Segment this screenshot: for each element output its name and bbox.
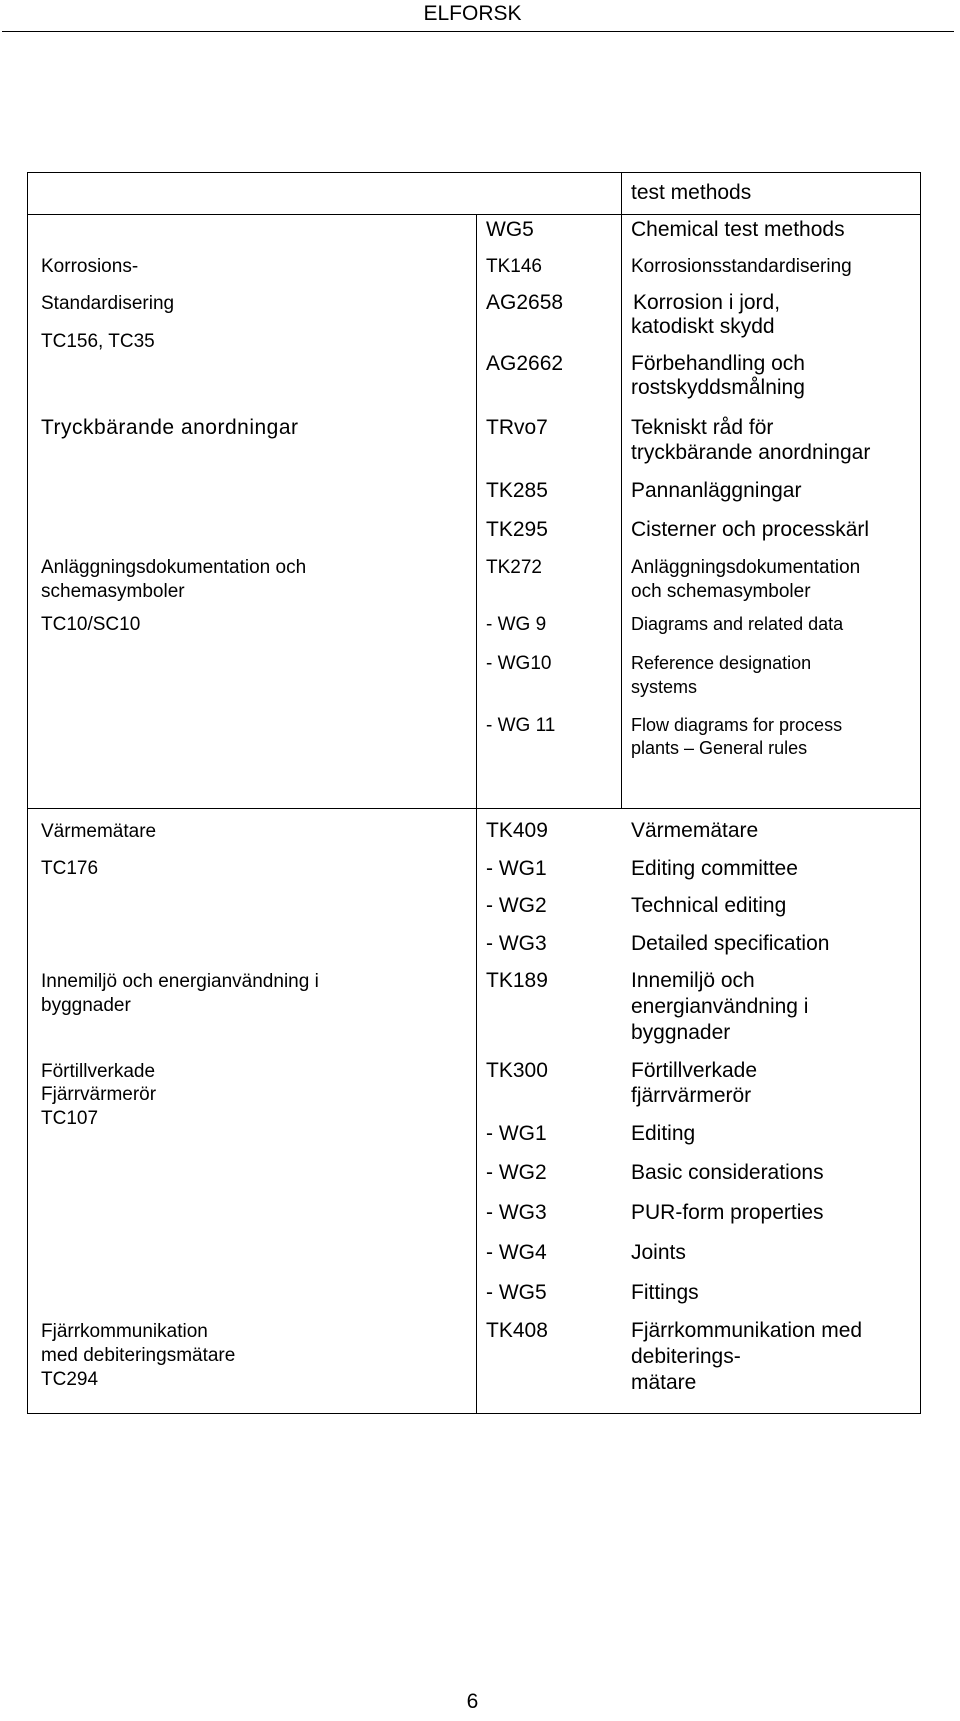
table-cell-description: Technical editing [631, 894, 787, 917]
table-cell-description: energianvändning i [631, 995, 809, 1018]
table-cell-description: plants – General rules [631, 738, 808, 758]
page-header [0, 0, 960, 32]
table-section-top [28, 173, 920, 214]
table-cell-code: - WG 9 [486, 614, 547, 635]
table-cell-code: - WG1 [486, 1122, 547, 1145]
table-cell-code: AG2658 [486, 291, 564, 314]
table-cell-description: byggnader [631, 1021, 731, 1044]
table-cell-area: Korrosions- [41, 256, 139, 277]
table-cell-description: och schemasymboler [631, 581, 811, 602]
table-cell-description: Pannanläggningar [631, 479, 802, 502]
table-cell-description: katodiskt skydd [631, 315, 775, 338]
table-cell-code: TK300 [486, 1059, 548, 1082]
table-cell-area: Fjärrkommunikation [41, 1321, 208, 1342]
table-cell-description: Förtillverkade [631, 1059, 758, 1082]
table-cell-description: debiterings- [631, 1345, 741, 1368]
table-cell-description: Fjärrkommunikation med [631, 1319, 863, 1342]
table-section-bottom [28, 808, 920, 1413]
table-cell-description: Joints [631, 1241, 686, 1264]
table-cell-description: Korrosion i jord, [633, 291, 781, 314]
column-divider [621, 215, 622, 808]
table-cell-description: Flow diagrams for process [631, 715, 843, 735]
table-cell-area: Innemiljö och energianvändning i [41, 971, 319, 992]
table-cell-area: TC10/SC10 [41, 614, 141, 635]
column-divider [476, 809, 477, 1413]
table-cell-description: Chemical test methods [631, 218, 845, 241]
table-cell-code: - WG10 [486, 653, 552, 674]
table-cell-code: - WG 11 [486, 715, 556, 736]
table-cell-area: Förtillverkade [41, 1061, 156, 1082]
table-cell-code: TK146 [486, 256, 542, 277]
table-cell-code: - WG1 [486, 857, 547, 880]
table-cell-description: Diagrams and related data [631, 614, 844, 634]
table-cell-description: Anläggningsdokumentation [631, 557, 861, 578]
table-cell-description: PUR-form properties [631, 1201, 824, 1224]
table-cell-description: Editing committee [631, 857, 798, 880]
page-number: 6 [466, 1690, 479, 1713]
table-cell-code: TK408 [486, 1319, 548, 1342]
table-cell-code: - WG4 [486, 1241, 547, 1264]
table-cell-area: TC294 [41, 1369, 99, 1390]
table-cell-description: systems [631, 677, 698, 697]
header-divider [2, 31, 954, 32]
table-section-main [28, 214, 920, 808]
table-cell-description: Cisterner och processkärl [631, 518, 870, 541]
table-cell-description: Korrosionsstandardisering [631, 256, 852, 277]
table-cell-description: Editing [631, 1122, 696, 1145]
table-cell-description: Basic considerations [631, 1161, 824, 1184]
table-cell-area: Fjärrvärmerör [41, 1084, 157, 1105]
table-cell-description: Reference designation [631, 653, 812, 673]
table-cell-code: - WG3 [486, 932, 547, 955]
table-cell-description: Fittings [631, 1281, 699, 1304]
table-cell-description: fjärrvärmerör [631, 1084, 752, 1107]
column-divider [621, 173, 622, 214]
table-cell-description: tryckbärande anordningar [631, 441, 871, 464]
table-cell-code: TK295 [486, 518, 548, 541]
table-cell-code: TK409 [486, 819, 548, 842]
table-cell-area: schemasymboler [41, 581, 185, 602]
column-divider [476, 215, 477, 808]
table-cell-code: - WG3 [486, 1201, 547, 1224]
table-cell-area: med debiteringsmätare [41, 1345, 236, 1366]
table-cell-area: TC107 [41, 1108, 99, 1129]
table-cell-code: AG2662 [486, 352, 564, 375]
table-cell-description: Innemiljö och [631, 969, 755, 992]
table-cell-code: - WG5 [486, 1281, 547, 1304]
table-cell-code: WG5 [486, 218, 534, 241]
table-cell-area: Anläggningsdokumentation och [41, 557, 307, 578]
table-cell-area: Standardisering [41, 293, 175, 314]
table-cell-code: TRvo7 [486, 416, 548, 439]
table-cell-description: mätare [631, 1371, 697, 1394]
standards-table [27, 172, 921, 1414]
header-title: ELFORSK [423, 2, 522, 25]
table-cell-area: Värmemätare [41, 821, 157, 842]
table-cell-area: Tryckbärande anordningar [41, 416, 299, 439]
table-cell-code: - WG2 [486, 1161, 547, 1184]
table-cell-code: - WG2 [486, 894, 547, 917]
table-cell-description: Tekniskt råd för [631, 416, 774, 439]
table-cell-area: byggnader [41, 995, 131, 1016]
table-heading: test methods [631, 181, 752, 204]
table-cell-description: rostskyddsmålning [631, 376, 805, 399]
table-cell-area: TC156, TC35 [41, 331, 155, 352]
table-cell-code: TK189 [486, 969, 548, 992]
table-cell-description: Värmemätare [631, 819, 759, 842]
table-cell-description: Detailed specification [631, 932, 830, 955]
table-cell-description: Förbehandling och [631, 352, 805, 375]
table-cell-code: TK285 [486, 479, 548, 502]
table-cell-code: TK272 [486, 557, 542, 578]
table-cell-area: TC176 [41, 858, 99, 879]
